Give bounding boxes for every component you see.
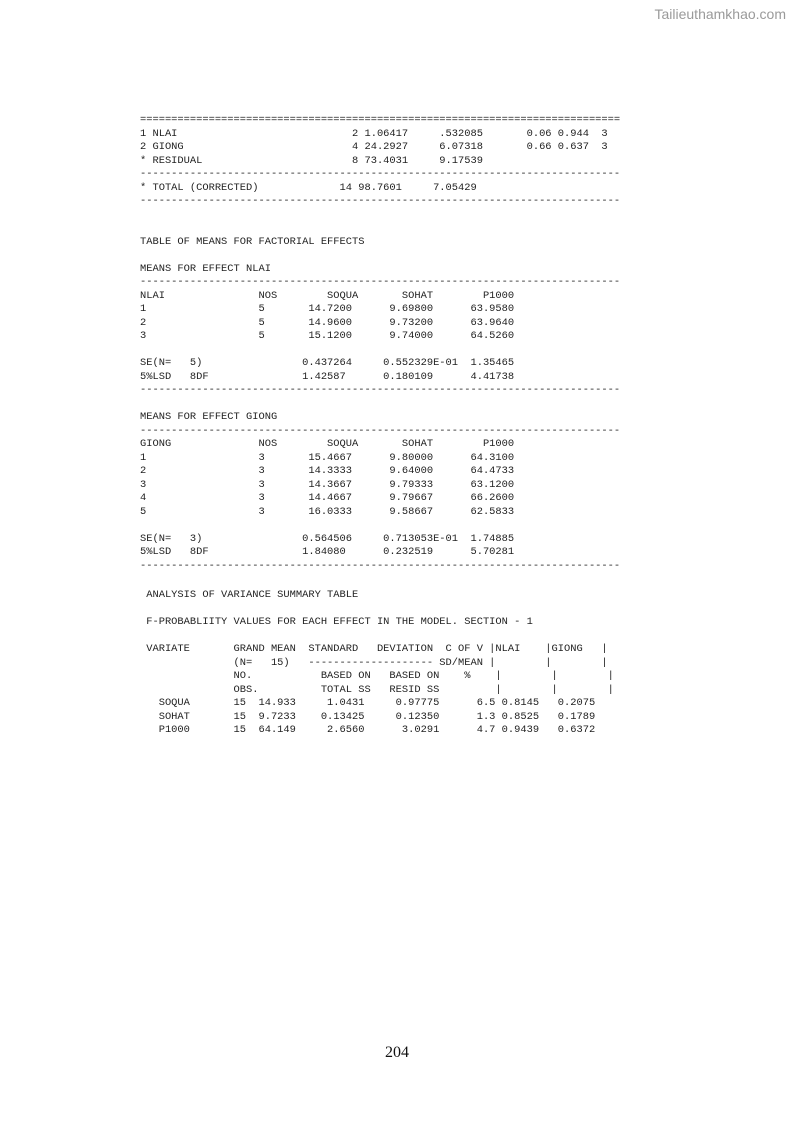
watermark: Tailieuthamkhao.com <box>654 6 786 22</box>
rule-single: ----------------------------------------------------------------------------- <box>140 168 621 180</box>
giong-header: GIONG NOS SOQUA SOHAT P1000 <box>140 438 515 450</box>
giong-heading: MEANS FOR EFFECT GIONG <box>140 411 278 423</box>
page-number: 204 <box>385 1044 409 1061</box>
rule-single: ----------------------------------------------------------------------------- <box>140 276 621 288</box>
summary-row: SOHAT 15 9.7233 0.13425 0.12350 1.3 0.8525 0.1789 <box>140 710 596 723</box>
rule-single: ----------------------------------------------------------------------------- <box>140 384 621 396</box>
summary-row: SOQUA 15 14.933 1.0431 0.97775 6.5 0.8145 0.2075 <box>140 697 596 709</box>
giong-row: 5 3 16.0333 9.58667 62.5833 <box>140 505 515 518</box>
summary-row: P1000 15 64.149 2.6560 3.0291 4.7 0.9439 0.6372 <box>140 724 596 736</box>
giong-lsd: 5%LSD 8DF 1.84080 0.232519 5.70281 <box>140 546 515 558</box>
anova-row: * RESIDUAL 8 73.4031 9.17539 <box>140 154 483 167</box>
rule-single: ----------------------------------------------------------------------------- <box>140 195 621 207</box>
anova-total-row: * TOTAL (CORRECTED) 14 98.7601 7.05429 <box>140 181 477 194</box>
anova-row: 1 NLAI 2 1.06417 .532085 0.06 0.944 3 <box>140 127 608 140</box>
summary-header-line: OBS. TOTAL SS RESID SS | | | <box>140 683 614 696</box>
giong-row: 1 3 15.4667 9.80000 64.3100 <box>140 451 515 464</box>
giong-row: 4 3 14.4667 9.79667 66.2600 <box>140 492 515 504</box>
summary-title: ANALYSIS OF VARIANCE SUMMARY TABLE <box>140 589 359 601</box>
rule-single: ----------------------------------------------------------------------------- <box>140 559 621 572</box>
nlai-lsd: 5%LSD 8DF 1.42587 0.180109 4.41738 <box>140 370 515 383</box>
summary-header-line: (N= 15) -------------------- SD/MEAN | | | <box>140 656 608 669</box>
means-title: TABLE OF MEANS FOR FACTORIAL EFFECTS <box>140 235 365 248</box>
anova-row: 2 GIONG 4 24.2927 6.07318 0.66 0.637 3 <box>140 141 608 153</box>
nlai-row: 2 5 14.9600 9.73200 63.9640 <box>140 316 515 329</box>
nlai-se: SE(N= 5) 0.437264 0.552329E-01 1.35465 <box>140 357 515 369</box>
summary-header-line: VARIATE GRAND MEAN STANDARD DEVIATION C OF V |NLAI |GIONG | <box>140 643 608 655</box>
nlai-row: 1 5 14.7200 9.69800 63.9580 <box>140 303 515 315</box>
nlai-heading: MEANS FOR EFFECT NLAI <box>140 262 271 275</box>
summary-header-line: NO. BASED ON BASED ON % | | | <box>140 670 614 682</box>
nlai-row: 3 5 15.1200 9.74000 64.5260 <box>140 330 515 342</box>
rule-double: ============================================================================= <box>140 114 621 126</box>
anova-table <box>140 114 620 209</box>
summary-section <box>140 589 614 738</box>
rule-single: ----------------------------------------------------------------------------- <box>140 424 621 437</box>
giong-row: 3 3 14.3667 9.79333 63.1200 <box>140 478 515 491</box>
summary-subtitle: F-PROBABLIITY VALUES FOR EACH EFFECT IN THE MODEL. SECTION - 1 <box>140 616 533 628</box>
means-section <box>140 222 620 573</box>
nlai-header: NLAI NOS SOQUA SOHAT P1000 <box>140 289 515 302</box>
giong-se: SE(N= 3) 0.564506 0.713053E-01 1.74885 <box>140 532 515 545</box>
giong-row: 2 3 14.3333 9.64000 64.4733 <box>140 465 515 477</box>
